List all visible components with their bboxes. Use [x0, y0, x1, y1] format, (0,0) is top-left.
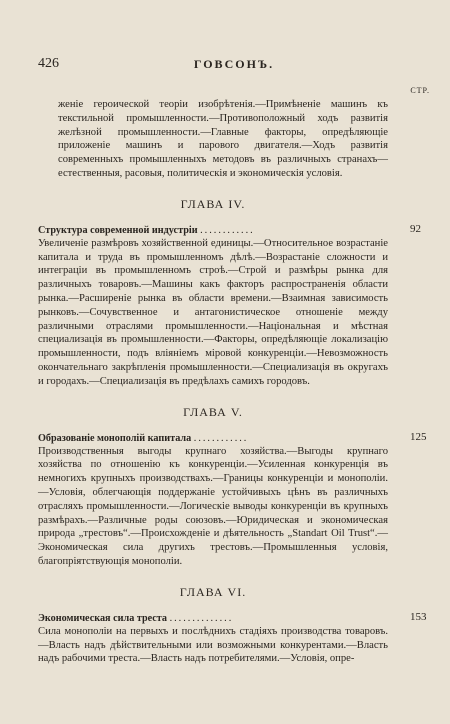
- chapter-6: [38, 584, 427, 666]
- page-column-label: СТР.: [410, 86, 430, 95]
- page-header: [38, 56, 430, 95]
- chapter-4: [38, 196, 421, 389]
- intro-paragraph: женіе героической теоріи изобрѣтенія.—Примѣненіе машинъ къ текстильной промышленности.—Противоположный ходъ развитія желѣзной промышленности.—Главные факторы, опредѣляющіе приложеніе машинъ и паровоro двигателя.—Ходъ развитія современныхъ промышленныхъ методовъ въ различныхъ странахъ—естественныя, расовыя, политическія и экономическія условія.: [58, 99, 388, 179]
- chapter-heading: ГЛАВА V.: [183, 404, 243, 419]
- section-page-number: 125: [410, 430, 427, 443]
- section-title: Образованіе монополій капитала: [38, 432, 192, 444]
- section-title-row: [38, 612, 388, 625]
- table-of-contents: [38, 98, 427, 666]
- section-page-number: 92: [410, 222, 421, 235]
- chapter-heading: ГЛАВА VI.: [179, 584, 247, 599]
- chapter-heading: ГЛАВА IV.: [180, 196, 246, 211]
- page-number: 426: [38, 56, 59, 71]
- leader-dots: ..............: [169, 612, 234, 624]
- section-title-row: [38, 224, 388, 237]
- running-title: ГОВСОНЪ.: [193, 57, 275, 71]
- section-title-row: [38, 432, 388, 445]
- leader-dots: ............: [193, 432, 249, 444]
- section-title: Экономическая сила треста: [38, 612, 168, 624]
- section-summary: Увеличеніе размѣровъ хозяйственной единицы.—Относительное возрастаніе капитала и труда въ промышленномъ дѣлѣ.—Возрастаніе сложности и интеграціи въ промышленномъ строѣ.—Строй и размѣры рынка для различныхъ товаровъ.—Машины какъ факторъ распространенія области рынка.—Расширеніе рынка въ области времени.—Взаимная зависимость рынковъ.—Сочувственное и антагонистическое отношеніе между различными отраслями промышленности.—Національная и мѣстная специализація въ промышленности.—Факторы, опредѣляющіе локализацію промышленности, подъ вліяніемъ міровой конкуренціи.—Невозможность окончательнаго закрѣпленія промышленности.—Специализація въ округахъ и городахъ.—Специализація въ предѣлахъ самихъ городовъ.: [38, 237, 388, 387]
- section-page-number: 153: [410, 610, 427, 623]
- section-title: Структура современной индустріи: [38, 224, 198, 236]
- leader-dots: ............: [200, 224, 255, 236]
- section-summary: Сила монополіи на первыхъ и послѣднихъ стадіяхъ производства товаровъ.—Власть надъ дѣйствительными или возможными конкурентами.—Власть надъ рабочими треста.—Власть надъ потребителями.—Условія, опре-: [38, 625, 388, 665]
- chapter-5: [38, 404, 427, 569]
- section-summary: Производственныя выгоды крупнаго хозяйства.—Выгоды крупнаго хозяйства по отношенію къ конкуренціи.—Усиленная конкуренція въ немногихъ крупныхъ производствахъ.—Границы конкуренціи и монополіи.—Условія, облегчающія поддержаніе устойчивыхъ цѣнъ въ различныхъ отрасляхъ промышленности.—Логическіе выводы конкуренціи въ крупныхъ размѣрахъ.—Различные роды союзовъ.—Юридическая и экономическая природа „трестовъ“.—Происхожденіе и дѣятельность „Standart Oil Trust“.—Экономическая сила другихъ трестовъ.—Промышленныя условія, благопріятствующія монополіи.: [38, 445, 388, 567]
